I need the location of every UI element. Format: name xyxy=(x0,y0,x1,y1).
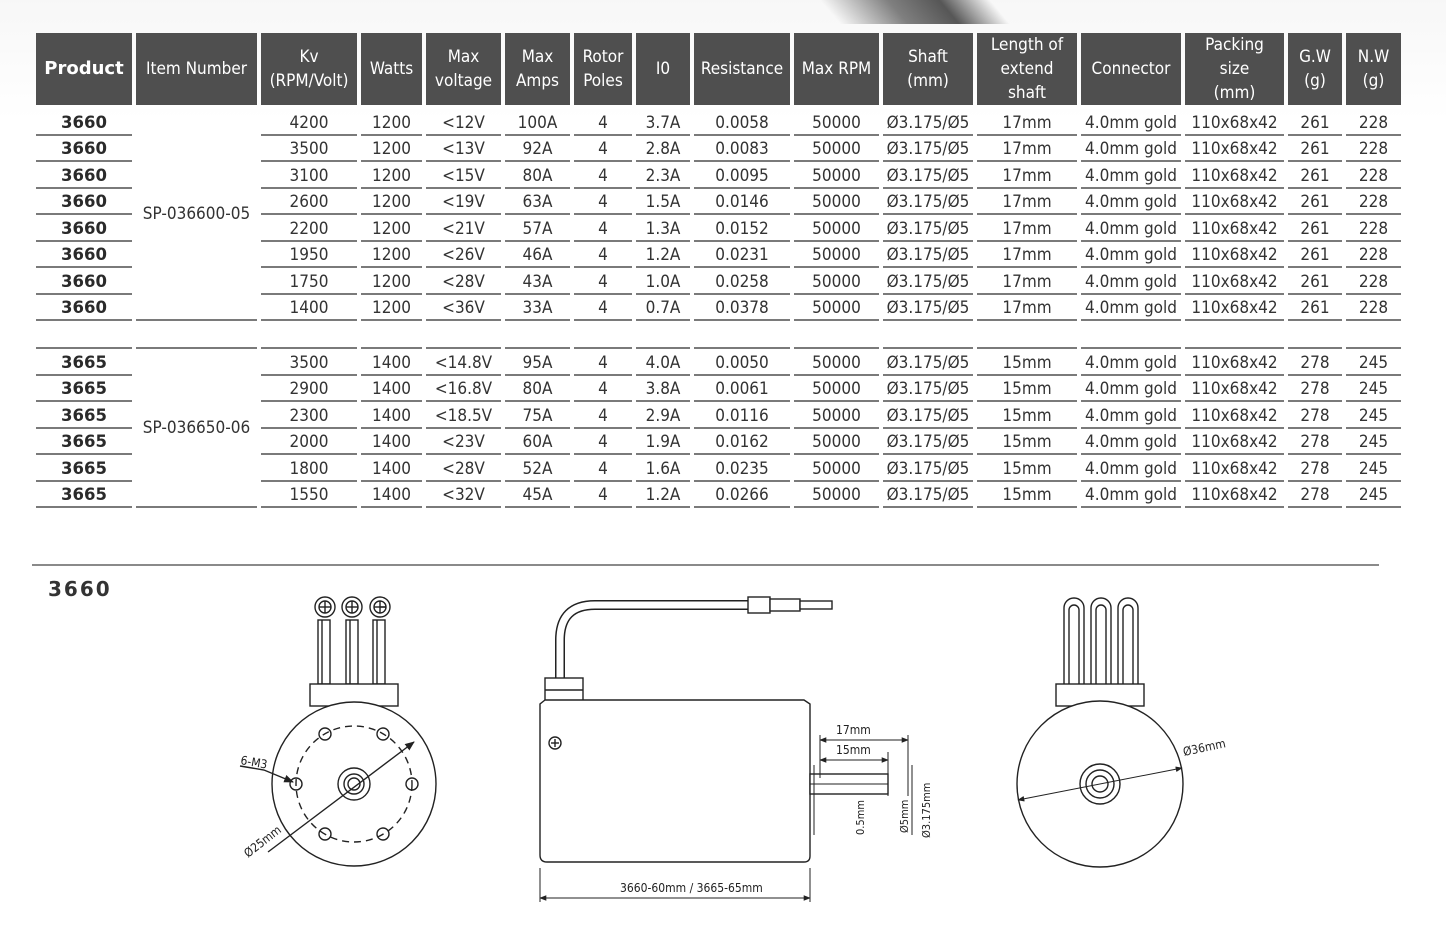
table-cell: 4 xyxy=(574,136,632,163)
table-cell: 2000 xyxy=(261,429,357,456)
cell-product: 3660 xyxy=(36,215,132,242)
table-cell: 75A xyxy=(505,402,570,429)
table-cell: 4.0mm gold xyxy=(1081,215,1181,242)
header-rotor-poles: Rotor Poles xyxy=(574,33,632,109)
table-cell: 1200 xyxy=(361,268,422,295)
table-cell: 1400 xyxy=(361,482,422,509)
side-label-17: 17mm xyxy=(836,723,871,737)
table-cell: <23V xyxy=(426,429,501,456)
rear-terminals xyxy=(1064,598,1138,684)
table-cell: 110x68x42 xyxy=(1185,109,1284,136)
table-cell: 50000 xyxy=(794,295,879,322)
table-cell: 60A xyxy=(505,429,570,456)
table-cell: 4.0mm gold xyxy=(1081,136,1181,163)
table-cell: 4 xyxy=(574,162,632,189)
header-gw: G.W (g) xyxy=(1288,33,1342,109)
side-cable-outer xyxy=(560,605,750,682)
table-cell: 17mm xyxy=(977,242,1077,269)
cell-product: 3660 xyxy=(36,242,132,269)
table-cell: 15mm xyxy=(977,482,1077,509)
table-cell: 278 xyxy=(1288,349,1342,376)
table-cell: 1.3A xyxy=(636,215,690,242)
table-cell: 2300 xyxy=(261,402,357,429)
table-cell: 92A xyxy=(505,136,570,163)
header-watts: Watts xyxy=(361,33,422,109)
table-cell: 15mm xyxy=(977,349,1077,376)
table-cell: 0.0058 xyxy=(694,109,790,136)
table-cell: 1200 xyxy=(361,136,422,163)
table-cell: 0.0050 xyxy=(694,349,790,376)
cell-product: 3665 xyxy=(36,455,132,482)
table-cell: 4 xyxy=(574,189,632,216)
table-cell: Ø3.175/Ø5 xyxy=(883,376,973,403)
table-cell: 4.0mm gold xyxy=(1081,429,1181,456)
table-cell: 261 xyxy=(1288,189,1342,216)
table-cell: Ø3.175/Ø5 xyxy=(883,162,973,189)
table-cell: 15mm xyxy=(977,455,1077,482)
table-cell: 4.0mm gold xyxy=(1081,376,1181,403)
table-cell: <32V xyxy=(426,482,501,509)
side-cable-inner xyxy=(560,605,750,682)
table-cell: 17mm xyxy=(977,109,1077,136)
table-cell: 228 xyxy=(1346,242,1401,269)
front-hole-label: 6-M3 xyxy=(239,753,269,772)
table-cell: 4.0mm gold xyxy=(1081,242,1181,269)
table-cell: 4.0mm gold xyxy=(1081,455,1181,482)
table-cell: 3100 xyxy=(261,162,357,189)
table-cell: Ø3.175/Ø5 xyxy=(883,429,973,456)
table-cell: 228 xyxy=(1346,215,1401,242)
table-cell: 17mm xyxy=(977,295,1077,322)
table-cell: 3.8A xyxy=(636,376,690,403)
table-cell: 4.0mm gold xyxy=(1081,268,1181,295)
table-cell: 110x68x42 xyxy=(1185,268,1284,295)
table-cell: 245 xyxy=(1346,455,1401,482)
table-cell: 0.7A xyxy=(636,295,690,322)
table-cell: 110x68x42 xyxy=(1185,136,1284,163)
table-cell: 4 xyxy=(574,268,632,295)
table-cell: Ø3.175/Ø5 xyxy=(883,242,973,269)
table-cell: 4 xyxy=(574,109,632,136)
table-cell: 245 xyxy=(1346,349,1401,376)
table-cell: 0.0152 xyxy=(694,215,790,242)
table-cell: 228 xyxy=(1346,189,1401,216)
table-cell: 1950 xyxy=(261,242,357,269)
table-cell: 0.0235 xyxy=(694,455,790,482)
table-cell: 4 xyxy=(574,242,632,269)
table-cell: 110x68x42 xyxy=(1185,242,1284,269)
table-cell: 50000 xyxy=(794,136,879,163)
header-extend-shaft: Length of extend shaft xyxy=(977,33,1077,109)
table-cell: 278 xyxy=(1288,429,1342,456)
rear-diameter-label: Ø36mm xyxy=(1181,736,1227,759)
table-cell: 50000 xyxy=(794,482,879,509)
table-cell: 1400 xyxy=(361,376,422,403)
table-cell: <18.5V xyxy=(426,402,501,429)
table-cell: 1.2A xyxy=(636,242,690,269)
table-cell: 50000 xyxy=(794,376,879,403)
table-cell: 4 xyxy=(574,349,632,376)
side-label-length: 3660-60mm / 3665-65mm xyxy=(620,881,763,895)
table-cell: 4.0mm gold xyxy=(1081,109,1181,136)
table-cell: 3.7A xyxy=(636,109,690,136)
table-cell: <26V xyxy=(426,242,501,269)
header-item-number: Item Number xyxy=(136,33,257,109)
table-cell: 17mm xyxy=(977,189,1077,216)
header-packing-size: Packing size (mm) xyxy=(1185,33,1284,109)
table-cell: 50000 xyxy=(794,162,879,189)
table-cell: 1400 xyxy=(361,429,422,456)
table-cell: 228 xyxy=(1346,109,1401,136)
table-cell: 228 xyxy=(1346,268,1401,295)
table-cell: 1750 xyxy=(261,268,357,295)
side-bullet-pin xyxy=(800,601,832,609)
side-bullet-collar xyxy=(748,597,770,613)
rear-view xyxy=(1017,598,1183,867)
table-cell: 4 xyxy=(574,295,632,322)
header-i0: I0 xyxy=(636,33,690,109)
table-cell: 3500 xyxy=(261,136,357,163)
table-cell: 50000 xyxy=(794,429,879,456)
side-housing xyxy=(540,700,810,862)
table-cell: 50000 xyxy=(794,242,879,269)
table-cell: 80A xyxy=(505,376,570,403)
table-cell: 15mm xyxy=(977,429,1077,456)
table-cell: 261 xyxy=(1288,242,1342,269)
table-cell: 4 xyxy=(574,402,632,429)
table-cell: 0.0258 xyxy=(694,268,790,295)
table-cell: 2200 xyxy=(261,215,357,242)
table-cell: Ø3.175/Ø5 xyxy=(883,189,973,216)
table-cell: <36V xyxy=(426,295,501,322)
table-cell: 245 xyxy=(1346,429,1401,456)
cell-product: 3660 xyxy=(36,295,132,322)
side-label-shaft-5: Ø5mm xyxy=(898,799,911,833)
table-cell: 110x68x42 xyxy=(1185,402,1284,429)
cell-item-number: SP-036600-05 xyxy=(136,109,257,321)
table-cell: 4 xyxy=(574,215,632,242)
table-cell: 95A xyxy=(505,349,570,376)
table-cell: 2600 xyxy=(261,189,357,216)
header-max-voltage: Max voltage xyxy=(426,33,501,109)
table-cell: 4 xyxy=(574,429,632,456)
table-cell: 0.0378 xyxy=(694,295,790,322)
cell-product: 3660 xyxy=(36,162,132,189)
table-cell: 80A xyxy=(505,162,570,189)
cell-product: 3665 xyxy=(36,376,132,403)
table-cell: 1400 xyxy=(261,295,357,322)
table-cell: 228 xyxy=(1346,136,1401,163)
table-cell: 1800 xyxy=(261,455,357,482)
table-cell: 1200 xyxy=(361,215,422,242)
table-cell: 278 xyxy=(1288,376,1342,403)
table-cell: 0.0061 xyxy=(694,376,790,403)
table-cell: 17mm xyxy=(977,136,1077,163)
table-cell: Ø3.175/Ø5 xyxy=(883,136,973,163)
table-cell: Ø3.175/Ø5 xyxy=(883,402,973,429)
table-cell: 33A xyxy=(505,295,570,322)
table-cell: 4.0mm gold xyxy=(1081,162,1181,189)
table-cell: 50000 xyxy=(794,268,879,295)
table-cell: 1.9A xyxy=(636,429,690,456)
cell-product: 3660 xyxy=(36,136,132,163)
table-cell: 1.6A xyxy=(636,455,690,482)
table-cell: 110x68x42 xyxy=(1185,349,1284,376)
header-product: Product xyxy=(36,33,132,109)
table-cell: 110x68x42 xyxy=(1185,162,1284,189)
table-cell: <16.8V xyxy=(426,376,501,403)
table-cell: 4.0A xyxy=(636,349,690,376)
table-cell: 1200 xyxy=(361,189,422,216)
cell-product: 3660 xyxy=(36,268,132,295)
table-cell: 52A xyxy=(505,455,570,482)
table-cell: 278 xyxy=(1288,455,1342,482)
header-max-rpm: Max RPM xyxy=(794,33,879,109)
table-cell: 17mm xyxy=(977,268,1077,295)
table-cell: 110x68x42 xyxy=(1185,295,1284,322)
table-cell: 1200 xyxy=(361,295,422,322)
side-label-15: 15mm xyxy=(836,743,871,757)
table-cell: 0.0083 xyxy=(694,136,790,163)
table-cell: 43A xyxy=(505,268,570,295)
table-cell: 278 xyxy=(1288,402,1342,429)
table-cell: Ø3.175/Ø5 xyxy=(883,295,973,322)
table-cell: 4.0mm gold xyxy=(1081,482,1181,509)
table-cell: 4 xyxy=(574,376,632,403)
table-cell: Ø3.175/Ø5 xyxy=(883,268,973,295)
table-cell: 4.0mm gold xyxy=(1081,349,1181,376)
table-cell: Ø3.175/Ø5 xyxy=(883,109,973,136)
table-cell: 1200 xyxy=(361,242,422,269)
table-cell: 261 xyxy=(1288,268,1342,295)
table-cell: 245 xyxy=(1346,482,1401,509)
table-cell: 15mm xyxy=(977,402,1077,429)
table-cell: <15V xyxy=(426,162,501,189)
table-cell: Ø3.175/Ø5 xyxy=(883,482,973,509)
table-cell: 0.0162 xyxy=(694,429,790,456)
table-cell: <28V xyxy=(426,268,501,295)
header-resistance: Resistance xyxy=(694,33,790,109)
header-nw: N.W (g) xyxy=(1346,33,1401,109)
table-cell: 261 xyxy=(1288,215,1342,242)
header-connector: Connector xyxy=(1081,33,1181,109)
table-cell: 50000 xyxy=(794,109,879,136)
table-cell: 4 xyxy=(574,455,632,482)
table-cell: 261 xyxy=(1288,295,1342,322)
table-cell: 63A xyxy=(505,189,570,216)
table-cell: 2.8A xyxy=(636,136,690,163)
table-cell: 245 xyxy=(1346,402,1401,429)
header-shaft: Shaft (mm) xyxy=(883,33,973,109)
model-label: 3660 xyxy=(48,577,112,601)
table-cell: 1.0A xyxy=(636,268,690,295)
table-cell: 228 xyxy=(1346,295,1401,322)
cell-product: 3665 xyxy=(36,402,132,429)
front-view xyxy=(240,597,436,866)
table-cell: <19V xyxy=(426,189,501,216)
table-cell: 1.5A xyxy=(636,189,690,216)
cell-product: 3665 xyxy=(36,349,132,376)
table-cell: 50000 xyxy=(794,402,879,429)
table-cell: 45A xyxy=(505,482,570,509)
table-cell: 1200 xyxy=(361,109,422,136)
table-cell: 261 xyxy=(1288,109,1342,136)
table-cell: 110x68x42 xyxy=(1185,189,1284,216)
table-cell: 110x68x42 xyxy=(1185,376,1284,403)
table-cell: 50000 xyxy=(794,455,879,482)
cell-product: 3660 xyxy=(36,109,132,136)
table-cell: 1550 xyxy=(261,482,357,509)
table-cell: 110x68x42 xyxy=(1185,455,1284,482)
table-cell: 17mm xyxy=(977,162,1077,189)
table-cell: 1400 xyxy=(361,455,422,482)
table-cell: 50000 xyxy=(794,215,879,242)
front-terminals xyxy=(315,597,390,684)
table-cell: 50000 xyxy=(794,349,879,376)
table-cell: 1200 xyxy=(361,162,422,189)
table-cell: <14.8V xyxy=(426,349,501,376)
table-cell: 110x68x42 xyxy=(1185,215,1284,242)
table-cell: 4200 xyxy=(261,109,357,136)
front-diameter-label: Ø25mm xyxy=(241,822,284,861)
table-cell: Ø3.175/Ø5 xyxy=(883,215,973,242)
table-cell: 3500 xyxy=(261,349,357,376)
table-cell: <21V xyxy=(426,215,501,242)
table-cell: <12V xyxy=(426,109,501,136)
table-cell: 261 xyxy=(1288,136,1342,163)
table-cell: 57A xyxy=(505,215,570,242)
table-cell: 0.0095 xyxy=(694,162,790,189)
table-cell: 46A xyxy=(505,242,570,269)
table-cell: Ø3.175/Ø5 xyxy=(883,455,973,482)
table-cell: 0.0266 xyxy=(694,482,790,509)
table-cell: 278 xyxy=(1288,482,1342,509)
table-cell: Ø3.175/Ø5 xyxy=(883,349,973,376)
table-cell: 15mm xyxy=(977,376,1077,403)
cell-item-number: SP-036650-06 xyxy=(136,349,257,508)
table-cell: 4 xyxy=(574,482,632,509)
table-cell: 245 xyxy=(1346,376,1401,403)
table-cell: 110x68x42 xyxy=(1185,429,1284,456)
table-cell: 1.2A xyxy=(636,482,690,509)
table-cell: 2900 xyxy=(261,376,357,403)
table-cell: 17mm xyxy=(977,215,1077,242)
table-cell: 1400 xyxy=(361,402,422,429)
table-cell: 4.0mm gold xyxy=(1081,189,1181,216)
table-cell: 261 xyxy=(1288,162,1342,189)
table-cell: 228 xyxy=(1346,162,1401,189)
table-cell: 2.3A xyxy=(636,162,690,189)
table-cell: 100A xyxy=(505,109,570,136)
table-cell: 0.0116 xyxy=(694,402,790,429)
table-cell: <13V xyxy=(426,136,501,163)
table-cell: 50000 xyxy=(794,189,879,216)
cell-product: 3665 xyxy=(36,482,132,509)
table-cell: 1400 xyxy=(361,349,422,376)
side-label-gap: 0.5mm xyxy=(854,799,867,835)
table-cell: 2.9A xyxy=(636,402,690,429)
table-cell: 110x68x42 xyxy=(1185,482,1284,509)
table-cell: 0.0231 xyxy=(694,242,790,269)
cell-product: 3665 xyxy=(36,429,132,456)
header-max-amps: Max Amps xyxy=(505,33,570,109)
table-cell: 4.0mm gold xyxy=(1081,402,1181,429)
cell-product: 3660 xyxy=(36,189,132,216)
table-cell: 0.0146 xyxy=(694,189,790,216)
table-cell: 4.0mm gold xyxy=(1081,295,1181,322)
side-label-shaft-3175: Ø3.175mm xyxy=(920,782,933,838)
table-cell: <28V xyxy=(426,455,501,482)
header-kv: Kv (RPM/Volt) xyxy=(261,33,357,109)
